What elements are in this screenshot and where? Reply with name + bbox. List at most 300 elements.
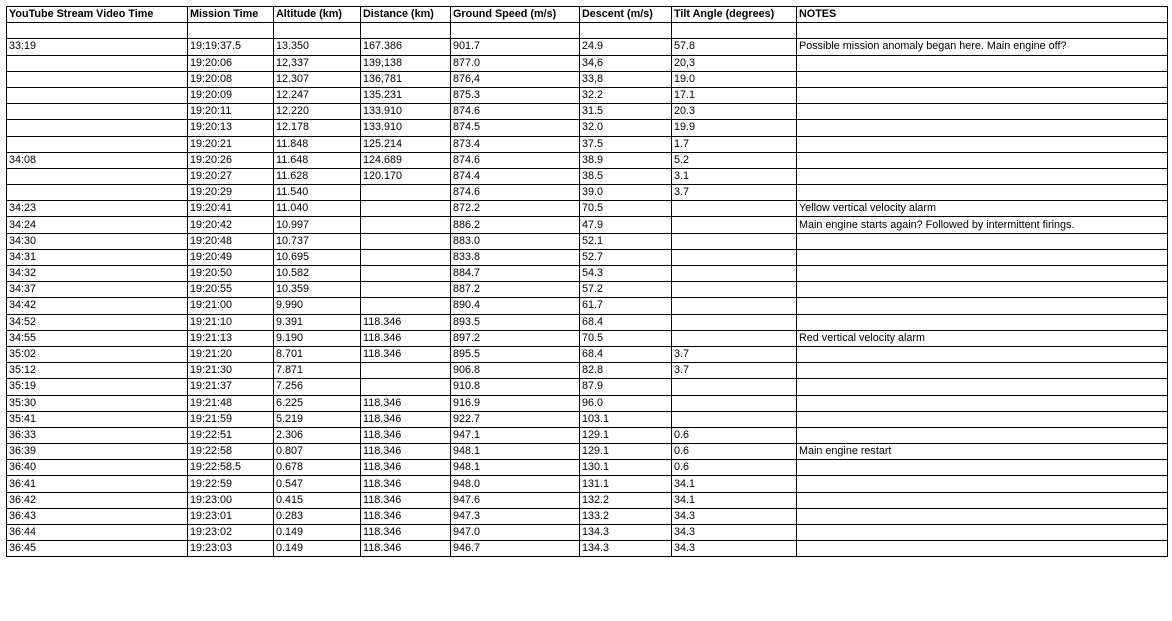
mission-time-cell[interactable]: 19:20:49 [188,249,274,265]
distance-cell[interactable]: 135.231 [361,87,451,103]
video-time-cell[interactable]: 34:42 [7,298,188,314]
distance-cell[interactable]: 167.386 [361,39,451,55]
descent-cell[interactable]: 33,8 [580,71,672,87]
ground-speed-cell[interactable]: 874.6 [451,152,580,168]
altitude-cell[interactable]: 10.737 [274,233,361,249]
header-notes[interactable]: NOTES [797,7,1168,23]
distance-cell[interactable] [361,282,451,298]
table-body [7,23,1168,557]
distance-cell[interactable] [361,363,451,379]
distance-cell[interactable]: 118.346 [361,411,451,427]
table-row [7,444,1168,460]
altitude-cell[interactable]: 0.678 [274,460,361,476]
notes-cell[interactable] [797,460,1168,476]
distance-cell[interactable]: 118.346 [361,476,451,492]
notes-cell[interactable]: Main engine starts again? Followed by intermittent firings. [797,217,1168,233]
ground-speed-cell[interactable]: 947.3 [451,508,580,524]
video-time-cell[interactable]: 35:12 [7,363,188,379]
descent-cell[interactable]: 47.9 [580,217,672,233]
mission-time-cell[interactable]: 19:20:08 [188,71,274,87]
table-row [7,346,1168,362]
mission-time-cell[interactable]: 19:20:41 [188,201,274,217]
notes-cell[interactable] [797,395,1168,411]
altitude-cell[interactable]: 10.582 [274,266,361,282]
altitude-cell[interactable]: 11.648 [274,152,361,168]
mission-time-cell[interactable]: 19:21:37 [188,379,274,395]
mission-time-cell[interactable]: 19:23:03 [188,541,274,557]
notes-cell[interactable] [797,411,1168,427]
descent-cell[interactable]: 96.0 [580,395,672,411]
mission-time-cell[interactable]: 19:22:51 [188,427,274,443]
table-row [7,492,1168,508]
altitude-cell[interactable]: 5.219 [274,411,361,427]
notes-cell[interactable] [797,379,1168,395]
descent-cell[interactable]: 129.1 [580,427,672,443]
distance-cell[interactable] [361,379,451,395]
notes-cell[interactable] [797,168,1168,184]
table-row [7,363,1168,379]
mission-time-cell[interactable]: 19:20:26 [188,152,274,168]
header-tilt-angle[interactable]: Tilt Angle (degrees) [672,7,797,23]
descent-cell[interactable]: 38.5 [580,168,672,184]
ground-speed-cell[interactable]: 906.8 [451,363,580,379]
distance-cell[interactable] [361,23,451,39]
mission-time-cell[interactable]: 19:22:58.5 [188,460,274,476]
descent-cell[interactable]: 129.1 [580,444,672,460]
mission-time-cell[interactable]: 19:20:50 [188,266,274,282]
notes-cell[interactable] [797,266,1168,282]
notes-cell[interactable] [797,104,1168,120]
distance-cell[interactable]: 118.346 [361,541,451,557]
header-mission-time[interactable]: Mission Time [188,7,274,23]
altitude-cell[interactable]: 12.178 [274,120,361,136]
table-row [7,395,1168,411]
table-row [7,55,1168,71]
mission-time-cell[interactable]: 19:23:01 [188,508,274,524]
mission-time-cell[interactable]: 19:20:13 [188,120,274,136]
table-row [7,185,1168,201]
ground-speed-cell[interactable]: 833.8 [451,249,580,265]
tilt-angle-cell[interactable]: 5.2 [672,152,797,168]
altitude-cell[interactable]: 0.149 [274,525,361,541]
video-time-cell[interactable]: 35:41 [7,411,188,427]
notes-cell[interactable] [797,525,1168,541]
tilt-angle-cell[interactable]: 57.8 [672,39,797,55]
ground-speed-cell[interactable]: 897.2 [451,330,580,346]
altitude-cell[interactable] [274,23,361,39]
video-time-cell[interactable]: 36:39 [7,444,188,460]
descent-cell[interactable]: 31.5 [580,104,672,120]
tilt-angle-cell[interactable] [672,266,797,282]
altitude-cell[interactable]: 6.225 [274,395,361,411]
ground-speed-cell[interactable]: 887.2 [451,282,580,298]
distance-cell[interactable]: 118.346 [361,427,451,443]
ground-speed-cell[interactable]: 948.1 [451,444,580,460]
table-row [7,249,1168,265]
altitude-cell[interactable]: 8.701 [274,346,361,362]
distance-cell[interactable]: 118.346 [361,314,451,330]
notes-cell[interactable] [797,249,1168,265]
altitude-cell[interactable]: 10.359 [274,282,361,298]
descent-cell[interactable]: 103.1 [580,411,672,427]
altitude-cell[interactable]: 13.350 [274,39,361,55]
distance-cell[interactable]: 118.346 [361,395,451,411]
tilt-angle-cell[interactable] [672,411,797,427]
tilt-angle-cell[interactable]: 3.1 [672,168,797,184]
distance-cell[interactable] [361,233,451,249]
notes-cell[interactable] [797,492,1168,508]
notes-cell[interactable] [797,55,1168,71]
header-ground-speed[interactable]: Ground Speed (m/s) [451,7,580,23]
mission-time-cell[interactable]: 19:21:20 [188,346,274,362]
video-time-cell[interactable] [7,104,188,120]
descent-cell[interactable]: 133.2 [580,508,672,524]
tilt-angle-cell[interactable]: 3.7 [672,346,797,362]
distance-cell[interactable]: 118.346 [361,460,451,476]
descent-cell[interactable]: 52.7 [580,249,672,265]
altitude-cell[interactable]: 7.871 [274,363,361,379]
notes-cell[interactable] [797,298,1168,314]
distance-cell[interactable]: 133.910 [361,104,451,120]
altitude-cell[interactable]: 9.391 [274,314,361,330]
notes-cell[interactable] [797,314,1168,330]
table-row [7,120,1168,136]
video-time-cell[interactable] [7,71,188,87]
notes-cell[interactable] [797,476,1168,492]
altitude-cell[interactable]: 12,337 [274,55,361,71]
table-row [7,298,1168,314]
table-row [7,152,1168,168]
ground-speed-cell[interactable]: 910.8 [451,379,580,395]
ground-speed-cell[interactable]: 877.0 [451,55,580,71]
video-time-cell[interactable] [7,185,188,201]
table-row [7,136,1168,152]
altitude-cell[interactable]: 0.283 [274,508,361,524]
video-time-cell[interactable]: 36:43 [7,508,188,524]
mission-time-cell[interactable]: 19:21:30 [188,363,274,379]
tilt-angle-cell[interactable] [672,233,797,249]
header-distance[interactable]: Distance (km) [361,7,451,23]
altitude-cell[interactable]: 11.540 [274,185,361,201]
altitude-cell[interactable]: 0.415 [274,492,361,508]
table-row [7,427,1168,443]
video-time-cell[interactable] [7,87,188,103]
tilt-angle-cell[interactable]: 0.6 [672,460,797,476]
tilt-angle-cell[interactable] [672,249,797,265]
altitude-cell[interactable]: 7.256 [274,379,361,395]
mission-time-cell[interactable]: 19:22:59 [188,476,274,492]
distance-cell[interactable]: 118.346 [361,492,451,508]
distance-cell[interactable] [361,266,451,282]
notes-cell[interactable] [797,363,1168,379]
video-time-cell[interactable]: 34:23 [7,201,188,217]
video-time-cell[interactable]: 34:24 [7,217,188,233]
altitude-cell[interactable]: 0.149 [274,541,361,557]
notes-cell[interactable] [797,508,1168,524]
video-time-cell[interactable]: 34:08 [7,152,188,168]
mission-time-cell[interactable]: 19:20:21 [188,136,274,152]
mission-time-cell[interactable]: 19:20:06 [188,55,274,71]
tilt-angle-cell[interactable]: 0.6 [672,444,797,460]
mission-time-cell[interactable]: 19:20:29 [188,185,274,201]
tilt-angle-cell[interactable]: 34.1 [672,476,797,492]
distance-cell[interactable]: 118.346 [361,508,451,524]
header-altitude[interactable]: Altitude (km) [274,7,361,23]
ground-speed-cell[interactable]: 893.5 [451,314,580,330]
descent-cell[interactable]: 57.2 [580,282,672,298]
notes-cell[interactable]: Main engine restart [797,444,1168,460]
video-time-cell[interactable]: 34:52 [7,314,188,330]
tilt-angle-cell[interactable]: 34.1 [672,492,797,508]
descent-cell[interactable]: 61.7 [580,298,672,314]
mission-time-cell[interactable]: 19:20:42 [188,217,274,233]
notes-cell[interactable] [797,152,1168,168]
mission-time-cell[interactable]: 19:20:09 [188,87,274,103]
video-time-cell[interactable]: 33:19 [7,39,188,55]
mission-time-cell[interactable]: 19:22:58 [188,444,274,460]
descent-cell[interactable]: 68.4 [580,314,672,330]
altitude-cell[interactable]: 10.997 [274,217,361,233]
distance-cell[interactable]: 139,138 [361,55,451,71]
notes-cell[interactable] [797,136,1168,152]
tilt-angle-cell[interactable] [672,201,797,217]
descent-cell[interactable]: 130.1 [580,460,672,476]
header-row [7,7,1168,23]
mission-time-cell[interactable]: 19:20:11 [188,104,274,120]
mission-time-cell[interactable]: 19:20:48 [188,233,274,249]
mission-time-cell[interactable]: 19:20:55 [188,282,274,298]
video-time-cell[interactable] [7,120,188,136]
notes-cell[interactable] [797,71,1168,87]
ground-speed-cell[interactable]: 874.6 [451,185,580,201]
notes-cell[interactable] [797,427,1168,443]
tilt-angle-cell[interactable] [672,330,797,346]
tilt-angle-cell[interactable] [672,314,797,330]
altitude-cell[interactable]: 2.306 [274,427,361,443]
table-row [7,508,1168,524]
ground-speed-cell[interactable]: 873.4 [451,136,580,152]
descent-cell[interactable]: 131.1 [580,476,672,492]
notes-cell[interactable] [797,346,1168,362]
table-row [7,217,1168,233]
video-time-cell[interactable]: 36:33 [7,427,188,443]
ground-speed-cell[interactable]: 946.7 [451,541,580,557]
descent-cell[interactable]: 134.3 [580,525,672,541]
ground-speed-cell[interactable]: 895.5 [451,346,580,362]
video-time-cell[interactable]: 34:37 [7,282,188,298]
descent-cell[interactable]: 52.1 [580,233,672,249]
tilt-angle-cell[interactable]: 20,3 [672,55,797,71]
mission-time-cell[interactable]: 19:23:00 [188,492,274,508]
video-time-cell[interactable]: 34:31 [7,249,188,265]
telemetry-table [6,6,1168,557]
distance-cell[interactable]: 118.346 [361,346,451,362]
altitude-cell[interactable]: 11.628 [274,168,361,184]
notes-cell[interactable] [797,185,1168,201]
tilt-angle-cell[interactable]: 34.3 [672,541,797,557]
tilt-angle-cell[interactable] [672,298,797,314]
altitude-cell[interactable]: 9.190 [274,330,361,346]
descent-cell[interactable]: 54.3 [580,266,672,282]
ground-speed-cell[interactable]: 884.7 [451,266,580,282]
mission-time-cell[interactable]: 19:19:37.5 [188,39,274,55]
descent-cell[interactable]: 38.9 [580,152,672,168]
altitude-cell[interactable]: 12.247 [274,87,361,103]
video-time-cell[interactable]: 34:55 [7,330,188,346]
video-time-cell[interactable]: 34:32 [7,266,188,282]
video-time-cell[interactable]: 35:19 [7,379,188,395]
distance-cell[interactable]: 133.910 [361,120,451,136]
table-row [7,541,1168,557]
table-row [7,201,1168,217]
header-video-time[interactable]: YouTube Stream Video Time [7,7,188,23]
tilt-angle-cell[interactable]: 34.3 [672,508,797,524]
mission-time-cell[interactable]: 19:20:27 [188,168,274,184]
altitude-cell[interactable]: 12.307 [274,71,361,87]
tilt-angle-cell[interactable]: 17.1 [672,87,797,103]
descent-cell[interactable]: 70.5 [580,330,672,346]
video-time-cell[interactable]: 35:30 [7,395,188,411]
ground-speed-cell[interactable]: 916.9 [451,395,580,411]
altitude-cell[interactable]: 9.990 [274,298,361,314]
distance-cell[interactable] [361,185,451,201]
ground-speed-cell[interactable]: 922.7 [451,411,580,427]
table-row [7,330,1168,346]
descent-cell[interactable]: 82.8 [580,363,672,379]
distance-cell[interactable]: 125.214 [361,136,451,152]
tilt-angle-cell[interactable]: 3.7 [672,363,797,379]
ground-speed-cell[interactable]: 947.0 [451,525,580,541]
tilt-angle-cell[interactable] [672,217,797,233]
video-time-cell[interactable]: 36:45 [7,541,188,557]
distance-cell[interactable]: 118.346 [361,525,451,541]
table-row [7,87,1168,103]
altitude-cell[interactable]: 10.695 [274,249,361,265]
distance-cell[interactable]: 136,781 [361,71,451,87]
altitude-cell[interactable]: 11.848 [274,136,361,152]
descent-cell[interactable]: 32.0 [580,120,672,136]
distance-cell[interactable] [361,201,451,217]
ground-speed-cell[interactable]: 874.5 [451,120,580,136]
notes-cell[interactable] [797,233,1168,249]
notes-cell[interactable] [797,120,1168,136]
video-time-cell[interactable] [7,136,188,152]
tilt-angle-cell[interactable] [672,282,797,298]
distance-cell[interactable] [361,249,451,265]
mission-time-cell[interactable]: 19:21:10 [188,314,274,330]
descent-cell[interactable]: 68.4 [580,346,672,362]
ground-speed-cell[interactable] [451,23,580,39]
video-time-cell[interactable] [7,23,188,39]
tilt-angle-cell[interactable] [672,379,797,395]
video-time-cell[interactable]: 35:02 [7,346,188,362]
notes-cell[interactable] [797,87,1168,103]
ground-speed-cell[interactable]: 948.1 [451,460,580,476]
tilt-angle-cell[interactable]: 19.0 [672,71,797,87]
tilt-angle-cell[interactable] [672,395,797,411]
descent-cell[interactable]: 39.0 [580,185,672,201]
ground-speed-cell[interactable]: 947.1 [451,427,580,443]
tilt-angle-cell[interactable]: 20.3 [672,104,797,120]
descent-cell[interactable]: 32.2 [580,87,672,103]
descent-cell[interactable] [580,23,672,39]
mission-time-cell[interactable]: 19:23:02 [188,525,274,541]
ground-speed-cell[interactable]: 947.6 [451,492,580,508]
ground-speed-cell[interactable]: 875.3 [451,87,580,103]
tilt-angle-cell[interactable]: 19.9 [672,120,797,136]
video-time-cell[interactable]: 36:42 [7,492,188,508]
tilt-angle-cell[interactable]: 1.7 [672,136,797,152]
distance-cell[interactable]: 118.346 [361,330,451,346]
table-row [7,23,1168,39]
notes-cell[interactable] [797,282,1168,298]
altitude-cell[interactable]: 11.040 [274,201,361,217]
tilt-angle-cell[interactable]: 0.6 [672,427,797,443]
ground-speed-cell[interactable]: 874.6 [451,104,580,120]
distance-cell[interactable] [361,217,451,233]
table-row [7,233,1168,249]
descent-cell[interactable]: 132.2 [580,492,672,508]
notes-cell[interactable]: Possible mission anomaly began here. Main engine off? [797,39,1168,55]
notes-cell[interactable] [797,541,1168,557]
notes-cell[interactable] [797,23,1168,39]
video-time-cell[interactable]: 34:30 [7,233,188,249]
descent-cell[interactable]: 134.3 [580,541,672,557]
header-descent[interactable]: Descent (m/s) [580,7,672,23]
tilt-angle-cell[interactable]: 3.7 [672,185,797,201]
distance-cell[interactable] [361,298,451,314]
video-time-cell[interactable]: 36:44 [7,525,188,541]
mission-time-cell[interactable]: 19:21:59 [188,411,274,427]
video-time-cell[interactable]: 36:40 [7,460,188,476]
mission-time-cell[interactable] [188,23,274,39]
video-time-cell[interactable]: 36:41 [7,476,188,492]
ground-speed-cell[interactable]: 876,4 [451,71,580,87]
descent-cell[interactable]: 24.9 [580,39,672,55]
distance-cell[interactable]: 118.346 [361,444,451,460]
notes-cell[interactable]: Yellow vertical velocity alarm [797,201,1168,217]
descent-cell[interactable]: 37.5 [580,136,672,152]
table-row [7,39,1168,55]
video-time-cell[interactable] [7,168,188,184]
altitude-cell[interactable]: 0.547 [274,476,361,492]
tilt-angle-cell[interactable] [672,23,797,39]
ground-speed-cell[interactable]: 886.2 [451,217,580,233]
notes-cell[interactable]: Red vertical velocity alarm [797,330,1168,346]
video-time-cell[interactable] [7,55,188,71]
altitude-cell[interactable]: 12.220 [274,104,361,120]
mission-time-cell[interactable]: 19:21:00 [188,298,274,314]
descent-cell[interactable]: 70.5 [580,201,672,217]
ground-speed-cell[interactable]: 872.2 [451,201,580,217]
descent-cell[interactable]: 34,6 [580,55,672,71]
mission-time-cell[interactable]: 19:21:48 [188,395,274,411]
distance-cell[interactable]: 124.689 [361,152,451,168]
ground-speed-cell[interactable]: 901.7 [451,39,580,55]
ground-speed-cell[interactable]: 948.0 [451,476,580,492]
table-row [7,71,1168,87]
ground-speed-cell[interactable]: 883.0 [451,233,580,249]
mission-time-cell[interactable]: 19:21:13 [188,330,274,346]
table-row [7,379,1168,395]
ground-speed-cell[interactable]: 874.4 [451,168,580,184]
table-row [7,314,1168,330]
distance-cell[interactable]: 120.170 [361,168,451,184]
descent-cell[interactable]: 87.9 [580,379,672,395]
altitude-cell[interactable]: 0.807 [274,444,361,460]
tilt-angle-cell[interactable]: 34.3 [672,525,797,541]
ground-speed-cell[interactable]: 890.4 [451,298,580,314]
